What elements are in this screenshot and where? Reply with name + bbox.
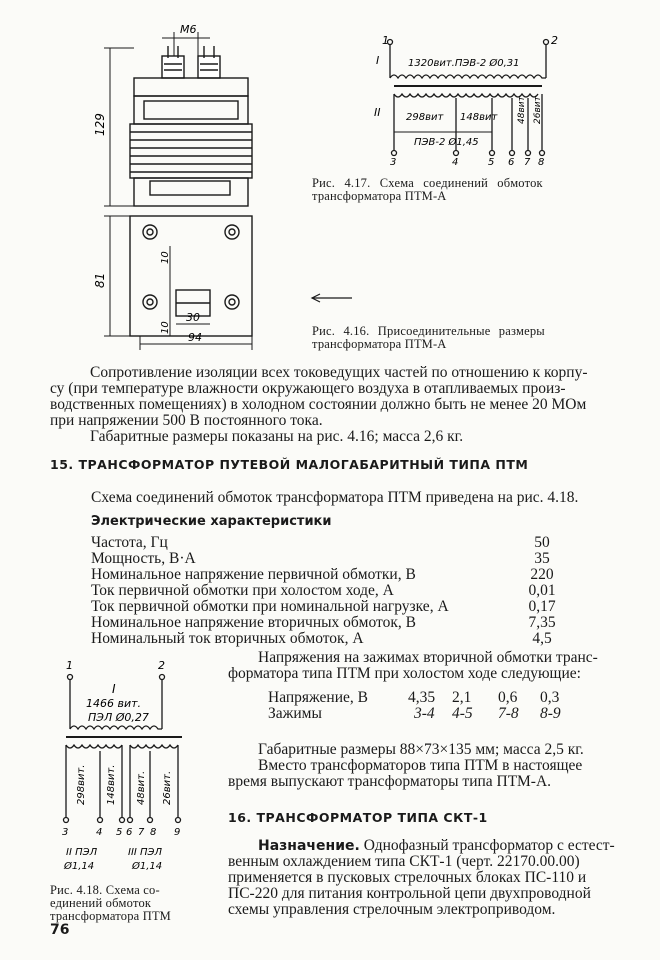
clamp-value: 4-5 <box>452 705 473 722</box>
section16-lead: Назначение. <box>258 838 360 854</box>
voltage-paragraph: Напряжения на зажимах вторичной обмотки транс- форматора типа ПТМ при холостом ходе следующие: <box>228 649 598 682</box>
fig418-prim2: ПЭЛ Ø0,27 <box>88 711 149 724</box>
fig417-t3: 3 <box>390 157 397 167</box>
fig418-w3b: Ø1,14 <box>132 861 163 872</box>
volt-label: Напряжение, В <box>268 689 368 706</box>
fig418-t4: 4 <box>96 827 103 838</box>
fig418-t6: 6 <box>126 827 133 838</box>
fig417-s148: 148вит <box>460 112 498 123</box>
fig418-s298: 298вит. <box>76 764 87 805</box>
spec-row: Номинальный ток вторичных обмоток, А 4,5 <box>91 630 552 647</box>
fig417-t1: 1 <box>382 34 389 47</box>
section15-intro: Схема соединений обмоток трансформатора ПТМ приведена на рис. 4.18. <box>91 489 579 506</box>
section16-title: 16. ТРАНСФОРМАТОР ТИПА СКТ-1 <box>228 810 488 825</box>
insulation-paragraph: Сопротивление изоляции всех токоведущих частей по отношению к корпу- су (при температуре влажности окружающего воздуха в отапливаемых произ- водственных помещениях) в холодном состоянии должно быть не менее 20 МОм при напряжении 500 В постоянного тока. Габаритные размеры показаны на рис. 4.16; масса 2,6 кг. <box>50 364 588 445</box>
fig417-caption: Рис. 4.17. Схема соединений обмоток трансформатора ПТМ-А <box>312 176 543 203</box>
fig417-wire: ПЭВ-2 Ø1,45 <box>414 137 479 148</box>
fig417-s26: 26вит <box>533 96 543 124</box>
fig418-w3a: III ПЭЛ <box>128 847 163 858</box>
fig417-t4: 4 <box>452 157 459 167</box>
fig416-d94: 94 <box>188 331 202 344</box>
fig417-schematic <box>370 32 570 167</box>
fig418-w2a: II ПЭЛ <box>66 847 98 858</box>
volt-value: 4,35 <box>408 689 436 706</box>
fig418-t3: 3 <box>62 827 69 838</box>
specs-subhead: Электрические характеристики <box>91 514 332 529</box>
volt-value: 0,6 <box>498 689 518 706</box>
fig418-prim1: 1466 вит. <box>86 697 142 710</box>
fig417-prim: 1320вит.ПЭВ-2 Ø0,31 <box>408 58 520 69</box>
spec-row: Частота, Гц 50 <box>91 534 550 551</box>
dims-paragraph: Габаритные размеры 88×73×135 мм; масса 2,5 кг. Вместо трансформаторов типа ПТМ в настоящее время выпускают трансформаторы типа ПТМ-А. <box>228 741 584 790</box>
fig416-h129: 129 <box>93 113 107 136</box>
page-number: 76 <box>50 922 70 938</box>
fig418-s48: 48вит. <box>136 770 147 805</box>
fig416-caption: Рис. 4.16. Присоединительные размеры трансформатора ПТМ-А <box>312 324 545 351</box>
spec-row: Ток первичной обмотки при номинальной нагрузке, А 0,17 <box>91 598 556 615</box>
fig418-schematic <box>50 655 200 880</box>
voltage-table <box>268 690 608 724</box>
fig417-t6: 6 <box>508 157 515 167</box>
fig417-t8: 8 <box>538 157 545 167</box>
fig418-s148: 148вит. <box>106 764 117 805</box>
fig416-d10a: 10 <box>160 251 171 264</box>
spec-row: Номинальное напряжение первичной обмотки, В 220 <box>91 566 554 583</box>
fig418-t9: 9 <box>174 827 181 838</box>
section16-paragraph: Назначение. Однофазный трансформатор с естест- венным охлаждением типа СКТ-1 (черт. 22170.00.00) применяется в пусковых стрелочных блоках ПС-110 и ПС-220 для питания контрольной цепи двухпроводной схемы управления стрелочным электроприводом. <box>228 837 615 918</box>
fig417-t7: 7 <box>524 157 531 167</box>
specs-table <box>91 535 611 650</box>
fig418-s26: 26вит. <box>162 770 173 805</box>
spec-row: Мощность, В·А 35 <box>91 550 550 567</box>
clamp-value: 3-4 <box>414 705 435 722</box>
clamp-value: 7-8 <box>498 705 519 722</box>
fig418-t7: 7 <box>138 827 145 838</box>
volt-value: 2,1 <box>452 689 472 706</box>
clamp-value: 8-9 <box>540 705 561 722</box>
clamp-label: Зажимы <box>268 705 322 722</box>
fig418-w1: I <box>112 682 116 696</box>
fig416-m6: М6 <box>180 23 197 36</box>
fig417-w1: I <box>376 54 380 67</box>
fig418-t5: 5 <box>116 827 123 838</box>
fig416-h81: 81 <box>93 272 107 288</box>
fig418-t1: 1 <box>66 659 73 672</box>
fig418-caption: Рис. 4.18. Схема со- единений обмоток трансформатора ПТМ <box>50 883 171 923</box>
fig417-s48: 48вит <box>517 96 527 124</box>
fig417-w2: II <box>374 106 381 119</box>
fig418-w2b: Ø1,14 <box>64 861 95 872</box>
fig416-d10b: 10 <box>160 321 171 334</box>
section15-title: 15. ТРАНСФОРМАТОР ПУТЕВОЙ МАЛОГАБАРИТНЫЙ ТИПА ПТМ <box>50 457 529 472</box>
fig417-t2: 2 <box>551 34 558 47</box>
fig417-t5: 5 <box>488 157 495 167</box>
volt-value: 0,3 <box>540 689 560 706</box>
fig418-t8: 8 <box>150 827 157 838</box>
spec-row: Номинальное напряжение вторичных обмоток, В 7,35 <box>91 614 556 631</box>
fig417-s298: 298вит <box>406 112 444 123</box>
spec-row: Ток первичной обмотки при холостом ходе, А 0,01 <box>91 582 556 599</box>
fig416-d30: 30 <box>186 311 200 324</box>
fig418-t2: 2 <box>158 659 165 672</box>
